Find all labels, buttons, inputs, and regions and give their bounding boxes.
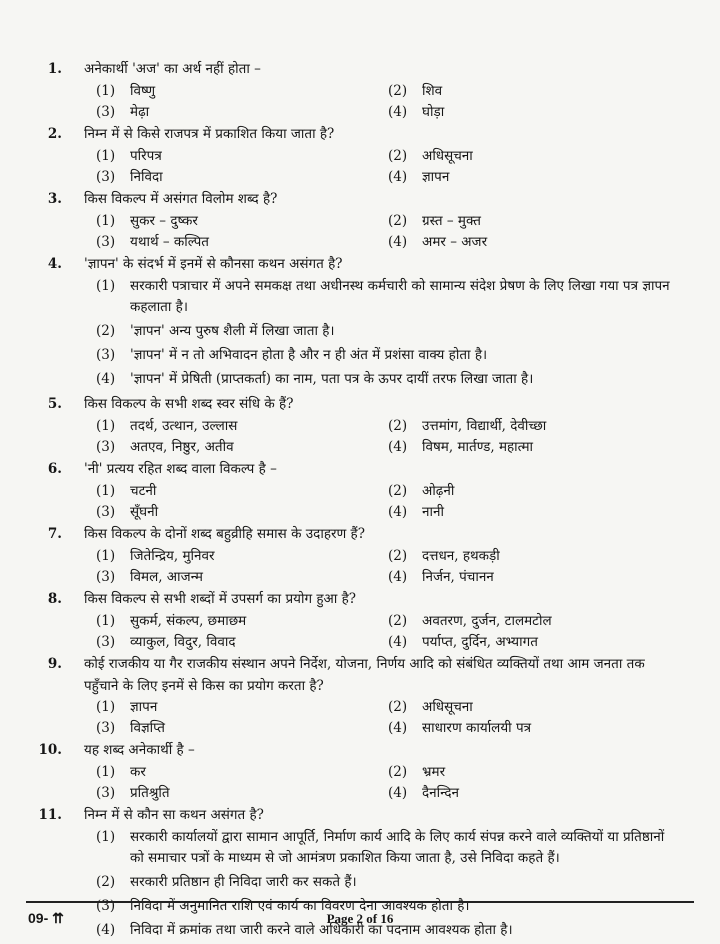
- option-text: चटनी: [130, 483, 157, 499]
- option-4: [388, 718, 688, 739]
- option-4: [388, 567, 688, 588]
- option-number: (2): [388, 213, 408, 229]
- option-text: पर्याप्त, दुर्दिन, अभ्यागत: [422, 634, 538, 650]
- option-2: [388, 762, 688, 783]
- option-4: [388, 632, 688, 653]
- option-number: (3): [96, 169, 116, 185]
- option-3: [96, 437, 388, 458]
- option-2: [96, 872, 681, 893]
- question-10: [0, 739, 720, 804]
- option-number: (4): [388, 504, 408, 520]
- option-1: [96, 697, 388, 718]
- option-text: उत्तमांग, विद्यार्थी, देवीच्छा: [422, 418, 547, 434]
- option-number: (3): [96, 104, 116, 120]
- question-6: [0, 458, 720, 523]
- option-text: 'ज्ञापन' में न तो अभिवादन होता है और न ही अंत में प्रशंसा वाक्य होता है।: [130, 347, 488, 363]
- option-number: (4): [388, 785, 408, 801]
- option-3: [96, 102, 388, 123]
- option-text: अमर – अजर: [422, 234, 488, 250]
- option-row: [0, 762, 720, 783]
- option-number: (2): [388, 764, 408, 780]
- option-number: (2): [388, 483, 408, 499]
- option-number: (4): [388, 569, 408, 585]
- option-text: साधारण कार्यालयी पत्र: [422, 720, 532, 736]
- option-number: (1): [96, 699, 116, 715]
- option-text: यथार्थ – कल्पित: [130, 234, 209, 250]
- option-text: 'ज्ञापन' अन्य पुरुष शैली में लिखा जाता है।: [130, 323, 335, 339]
- option-4: [388, 102, 688, 123]
- option-4: [388, 437, 688, 458]
- option-text: ग्रस्त – मुक्त: [422, 213, 481, 229]
- option-text: निर्जन, पंचानन: [422, 569, 494, 585]
- question-list: [0, 58, 720, 944]
- option-row: [0, 546, 720, 567]
- option-row: [0, 783, 720, 804]
- question-text: किस विकल्प के दोनों शब्द बहुव्रीहि समास के उदाहरण हैं?: [84, 526, 365, 542]
- option-number: (2): [388, 83, 408, 99]
- option-2: [388, 697, 688, 718]
- question-number: 9.: [47, 656, 62, 672]
- question-text: अनेकार्थी 'अज' का अर्थ नहीं होता –: [84, 61, 261, 77]
- option-text: निविदा: [130, 169, 163, 185]
- option-text: विमल, आजन्म: [130, 569, 203, 585]
- option-row: [0, 437, 720, 458]
- option-text: ज्ञापन: [422, 169, 450, 185]
- question-text: 'ज्ञापन' के संदर्भ में इनमें से कौनसा कथन असंगत है?: [84, 256, 343, 272]
- option-text: निविदा में अनुमानित राशि एवं कार्य का विवरण देना आवश्यक होता है।: [130, 898, 470, 914]
- option-row: [0, 697, 720, 718]
- option-text: व्याकुल, विदुर, विवाद: [130, 634, 236, 650]
- option-1: [96, 211, 388, 232]
- question-text: 'नी' प्रत्यय रहित शब्द वाला विकल्प है –: [84, 461, 277, 477]
- question-number: 1.: [47, 61, 62, 77]
- option-number: (4): [388, 104, 408, 120]
- page-footer: [0, 908, 720, 930]
- option-number: (1): [96, 483, 116, 499]
- option-row: [0, 167, 720, 188]
- option-4: [96, 369, 681, 390]
- option-number: (3): [96, 347, 116, 363]
- question-8: [0, 588, 720, 653]
- option-number: (1): [96, 548, 116, 564]
- question-number: 2.: [47, 126, 62, 142]
- option-number: (3): [96, 439, 116, 455]
- option-2: [96, 321, 681, 342]
- option-1: [96, 762, 388, 783]
- option-text: जितेन्द्रिय, मुनिवर: [130, 548, 215, 564]
- option-text: ज्ञापन: [130, 699, 158, 715]
- option-text: प्रतिश्रुति: [130, 785, 170, 801]
- option-1: [96, 416, 388, 437]
- option-1: [96, 146, 388, 167]
- question-text: किस विकल्प में असंगत विलोम शब्द है?: [84, 191, 278, 207]
- footer-rule: [26, 901, 694, 903]
- option-number: (1): [96, 278, 116, 294]
- option-row: [0, 481, 720, 502]
- option-4: [388, 783, 688, 804]
- option-number: (1): [96, 83, 116, 99]
- question-number: 5.: [47, 396, 62, 412]
- option-number: (3): [96, 720, 116, 736]
- option-row: [0, 102, 720, 123]
- option-number: (3): [96, 504, 116, 520]
- question-7: [0, 523, 720, 588]
- option-row: [0, 81, 720, 102]
- option-number: (4): [388, 169, 408, 185]
- option-text: विषम, मार्तण्ड, महात्मा: [422, 439, 534, 455]
- option-1: [96, 81, 388, 102]
- option-number: (2): [96, 874, 116, 890]
- option-text: मेढ़ा: [130, 104, 150, 120]
- option-text: तदर्थ, उत्थान, उल्लास: [130, 418, 238, 434]
- option-row: [0, 632, 720, 653]
- option-text: 'ज्ञापन' में प्रेषिती (प्राप्तकर्ता) का नाम, पता पत्र के ऊपर दायीं तरफ लिखा जाता है।: [130, 371, 534, 387]
- option-1: [96, 827, 681, 869]
- option-number: (4): [388, 234, 408, 250]
- question-text: यह शब्द अनेकार्थी है –: [84, 742, 195, 758]
- option-row: [0, 502, 720, 523]
- option-text: परिपत्र: [130, 148, 162, 164]
- option-number: (2): [96, 323, 116, 339]
- option-text: विष्णु: [130, 83, 156, 99]
- option-2: [388, 211, 688, 232]
- option-text: भ्रमर: [422, 764, 446, 780]
- question-number: 4.: [47, 256, 62, 272]
- option-number: (4): [388, 634, 408, 650]
- option-text: दैनन्दिन: [422, 785, 459, 801]
- option-number: (1): [96, 148, 116, 164]
- option-number: (4): [388, 439, 408, 455]
- option-row: [0, 611, 720, 632]
- option-3: [96, 502, 388, 523]
- option-4: [388, 232, 688, 253]
- booklet-code: 09- ⇈: [28, 910, 64, 926]
- option-3: [96, 632, 388, 653]
- question-text: निम्न में से कौन सा कथन असंगत है?: [84, 807, 264, 823]
- option-number: (1): [96, 829, 116, 845]
- question-4: [0, 253, 720, 390]
- option-3: [96, 345, 681, 366]
- question-2: [0, 123, 720, 188]
- option-text: अतएव, निष्ठुर, अतीव: [130, 439, 234, 455]
- option-text: सूँघनी: [130, 504, 159, 520]
- option-number: (4): [96, 371, 116, 387]
- option-number: (2): [388, 548, 408, 564]
- question-text: कोई राजकीय या गैर राजकीय संस्थान अपने निर्देश, योजना, निर्णय आदि को संबंधित व्यक्तियों तथा आम जनता तक पहुँचाने के लिए इनमें से किस का प्रयोग करता है?: [84, 656, 645, 694]
- question-number: 7.: [47, 526, 62, 542]
- option-text: शिव: [422, 83, 443, 99]
- option-text: नानी: [422, 504, 444, 520]
- option-text: अवतरण, दुर्जन, टालमटोल: [422, 613, 552, 629]
- option-number: (4): [96, 922, 116, 938]
- question-text: किस विकल्प के सभी शब्द स्वर संधि के हैं?: [84, 396, 294, 412]
- option-2: [388, 611, 688, 632]
- option-number: (1): [96, 764, 116, 780]
- option-number: (3): [96, 634, 116, 650]
- option-row: [0, 146, 720, 167]
- option-1: [96, 611, 388, 632]
- question-text: किस विकल्प से सभी शब्दों में उपसर्ग का प्रयोग हुआ है?: [84, 591, 357, 607]
- option-text: सरकारी प्रतिष्ठान ही निविदा जारी कर सकते हैं।: [130, 874, 357, 890]
- question-9: [0, 653, 720, 739]
- question-number: 10.: [38, 742, 62, 758]
- option-text: अधिसूचना: [422, 699, 473, 715]
- question-text: निम्न में से किसे राजपत्र में प्रकाशित किया जाता है?: [84, 126, 335, 142]
- option-number: (2): [388, 699, 408, 715]
- option-row: [0, 211, 720, 232]
- question-3: [0, 188, 720, 253]
- option-number: (3): [96, 569, 116, 585]
- option-2: [388, 481, 688, 502]
- option-row: [0, 567, 720, 588]
- option-3: [96, 167, 388, 188]
- option-1: [96, 481, 388, 502]
- option-number: (1): [96, 213, 116, 229]
- option-4: [388, 167, 688, 188]
- question-number: 3.: [47, 191, 62, 207]
- option-text: विज्ञप्ति: [130, 720, 166, 736]
- question-number: 11.: [38, 807, 62, 823]
- option-number: (1): [96, 613, 116, 629]
- option-text: अधिसूचना: [422, 148, 473, 164]
- option-number: (3): [96, 234, 116, 250]
- option-3: [96, 718, 388, 739]
- option-text: घोड़ा: [422, 104, 445, 120]
- option-text: सुकर्म, संकल्प, छमाछम: [130, 613, 247, 629]
- option-row: [0, 718, 720, 739]
- option-row: [0, 232, 720, 253]
- option-number: (1): [96, 418, 116, 434]
- option-3: [96, 567, 388, 588]
- option-1: [96, 276, 681, 318]
- question-number: 8.: [47, 591, 62, 607]
- option-number: (3): [96, 898, 116, 914]
- option-2: [388, 81, 688, 102]
- option-3: [96, 232, 388, 253]
- option-text: सुकर – दुष्कर: [130, 213, 198, 229]
- page-number: Page 2 of 16: [326, 911, 394, 926]
- option-number: (2): [388, 148, 408, 164]
- question-number: 6.: [47, 461, 62, 477]
- option-text: सरकारी पत्राचार में अपने समकक्ष तथा अधीनस्थ कर्मचारी को सामान्य संदेश प्रेषण के लिए लिखा गया पत्र ज्ञापन कहलाता है।: [130, 278, 670, 315]
- option-2: [388, 546, 688, 567]
- option-text: दत्तधन, हथकड़ी: [422, 548, 500, 564]
- question-1: [0, 58, 720, 123]
- question-5: [0, 393, 720, 458]
- option-text: कर: [130, 764, 146, 780]
- option-2: [388, 416, 688, 437]
- option-number: (3): [96, 785, 116, 801]
- option-text: सरकारी कार्यालयों द्वारा सामान आपूर्ति, निर्माण कार्य आदि के लिए कार्य संपन्न करने वाले व्यक्तियों या प्रतिष्ठानों को समाचार पत्रों के माध्यम से जो आमंत्रण प्रकाशित किया जाता है, उसे निविदा कहते हैं।: [130, 829, 665, 866]
- option-2: [388, 146, 688, 167]
- option-4: [388, 502, 688, 523]
- option-number: (2): [388, 418, 408, 434]
- option-text: ओढ़नी: [422, 483, 455, 499]
- option-1: [96, 546, 388, 567]
- option-row: [0, 416, 720, 437]
- option-number: (2): [388, 613, 408, 629]
- option-number: (4): [388, 720, 408, 736]
- option-text: निविदा में क्रमांक तथा जारी करने वाले अधिकारी का पदनाम आवश्यक होता है।: [130, 922, 513, 938]
- option-3: [96, 783, 388, 804]
